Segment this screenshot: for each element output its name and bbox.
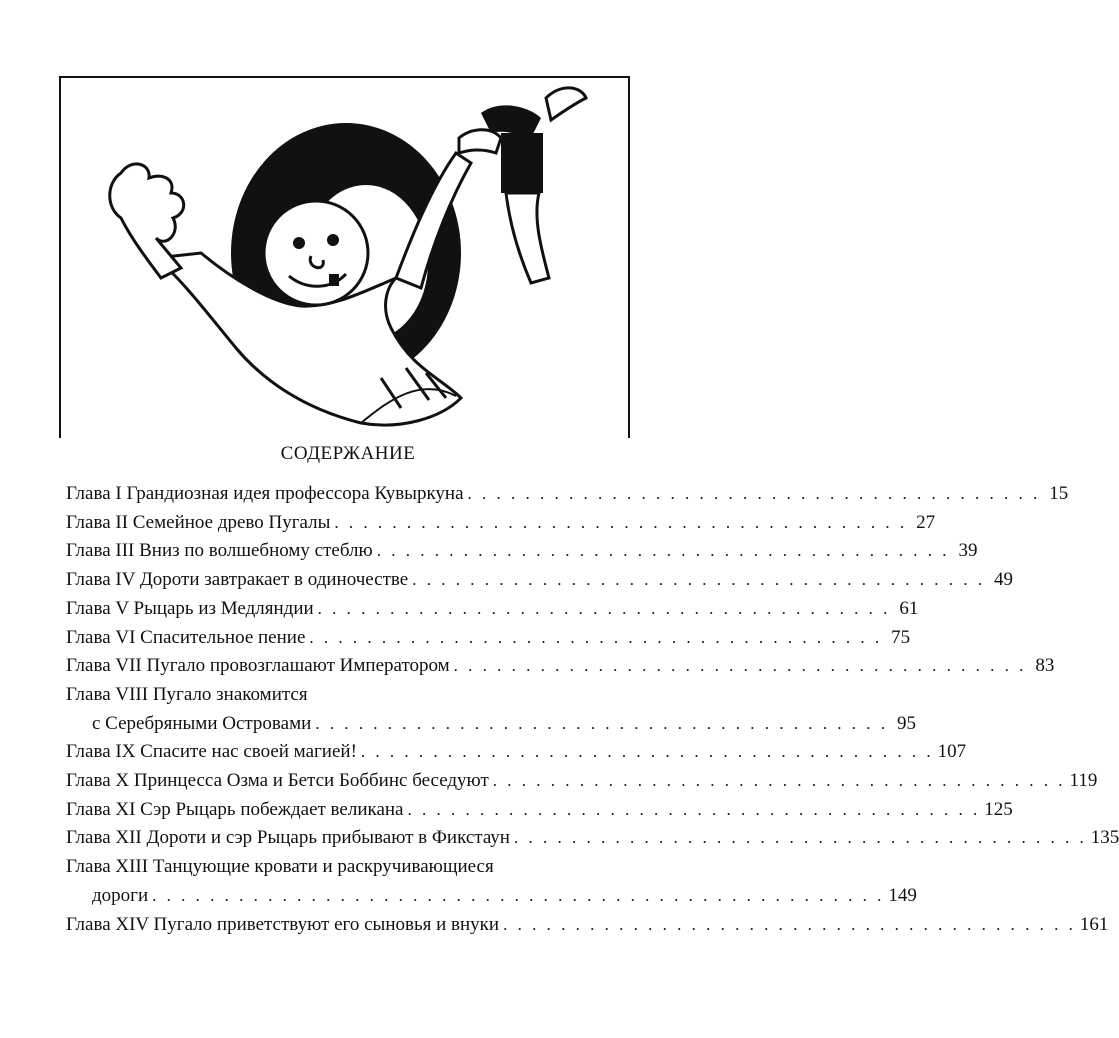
toc-entry[interactable] [66,652,1055,681]
dot-leader: . . . . . . . . . . . . . . . . . . . . . . . . . . . . . . . . . . . . . . . . [317,598,891,618]
toc-entry-label: Глава VII Пугало провозглашают Императором [66,655,450,677]
dot-leader: . . . . . . . . . . . . . . . . . . . . . . . . . . . . . . . . . . . . . . . . . . . . . . . . . . . [152,885,885,905]
dot-leader: . . . . . . . . . . . . . . . . . . . . . . . . . . . . . . . . . . . . . . . . [513,828,1087,848]
toc-entry[interactable] [66,853,917,910]
dot-leader: . . . . . . . . . . . . . . . . . . . . . . . . . . . . . . . . . . . . . . . . [412,570,985,590]
toc-entry-page: 161 [1079,913,1109,935]
toc-entry-page: 135 [1090,827,1119,849]
toc-entry[interactable] [66,911,1109,940]
toc-entry[interactable] [66,566,1013,595]
toc-entry-label: Глава X Принцесса Озма и Бетси Боббинс беседуют [66,770,489,792]
dot-leader: . . . . . . . . . . . . . . . . . . . . . . . . . . . . . . . . . . . . . . . . [503,914,1076,934]
dot-leader: . . . . . . . . . . . . . . . . . . . . . . . . . . . . . . . . . . . . . . . . [407,799,981,819]
toc-entry-page: 49 [993,569,1013,591]
chapter-illustration [59,76,630,438]
toc-entry[interactable] [66,624,911,653]
toc-entry-label: Глава II Семейное древо Пугалы [66,511,331,533]
toc-entry-label: Глава IV Дороти завтракает в одиночестве [66,569,409,591]
toc-entry-label-line1: Глава VIII Пугало знакомится [66,683,308,705]
toc-entry[interactable] [66,480,1069,509]
dot-leader: . . . . . . . . . . . . . . . . . . . . . . . . . . . . . . . . . . . . . . . . [334,512,908,532]
toc-entry-page: 61 [899,597,919,619]
toc-entry-label: Глава I Грандиозная идея профессора Кувыркуна [66,483,464,504]
toc-entry[interactable] [66,738,967,767]
toc-entry[interactable] [66,796,1013,825]
toc-entry[interactable] [66,595,919,624]
scarecrow-drawing [61,78,628,438]
table-of-contents [66,480,1119,939]
toc-entry-page: 107 [937,741,967,763]
toc-entry-page: 15 [1049,483,1069,504]
toc-entry-label: Глава V Рыцарь из Медляндии [66,597,314,619]
dot-leader: . . . . . . . . . . . . . . . . . . . . . . . . . . . . . . . . . . . . . . . . [467,484,1041,503]
toc-entry-label: Глава III Вниз по волшебному стеблю [66,540,373,562]
toc-entry-label-line1: Глава XIII Танцующие кровати и раскручивающиеся [66,856,494,878]
dot-leader: . . . . . . . . . . . . . . . . . . . . . . . . . . . . . . . . . . . . . . . . [309,627,883,647]
dot-leader: . . . . . . . . . . . . . . . . . . . . . . . . . . . . . . . . . . . . . . . . [315,713,889,733]
toc-entry-page: 75 [891,626,911,648]
dot-leader: . . . . . . . . . . . . . . . . . . . . . . . . . . . . . . . . . . . . . . . . [453,656,1027,676]
toc-entry-page: 27 [916,511,936,533]
toc-entry-label: Глава IX Спасите нас своей магией! [66,741,357,763]
toc-entry[interactable] [66,681,917,738]
toc-entry[interactable] [66,767,1098,796]
dot-leader: . . . . . . . . . . . . . . . . . . . . . . . . . . . . . . . . . . . . . . . . [360,742,934,762]
toc-title: СОДЕРЖАНИЕ [280,443,416,464]
toc-entry[interactable] [66,537,978,566]
toc-entry-page: 125 [984,798,1013,820]
dot-leader: . . . . . . . . . . . . . . . . . . . . . . . . . . . . . . . . . . . . . . . . [376,541,950,561]
toc-entry-label: Глава VI Спасительное пение [66,626,306,648]
toc-entry-label: Глава XI Сэр Рыцарь побеждает великана [66,798,404,820]
toc-entry-label: дороги [92,884,149,906]
dot-leader: . . . . . . . . . . . . . . . . . . . . . . . . . . . . . . . . . . . . . . . . [492,771,1066,791]
toc-entry-label: Глава XIV Пугало приветствуют его сыновья и внуки [66,913,500,935]
toc-entry-page: 39 [958,540,978,562]
toc-entry-page: 119 [1069,770,1098,792]
toc-entry-label: с Серебряными Островами [92,712,312,734]
toc-entry-page: 83 [1035,655,1055,677]
toc-entry-label: Глава XII Дороти и сэр Рыцарь прибывают в Фикстаун [66,827,510,849]
toc-entry[interactable] [66,509,936,538]
toc-entry[interactable] [66,824,1119,853]
toc-entry-page: 149 [888,884,917,906]
toc-entry-page: 95 [897,712,917,734]
